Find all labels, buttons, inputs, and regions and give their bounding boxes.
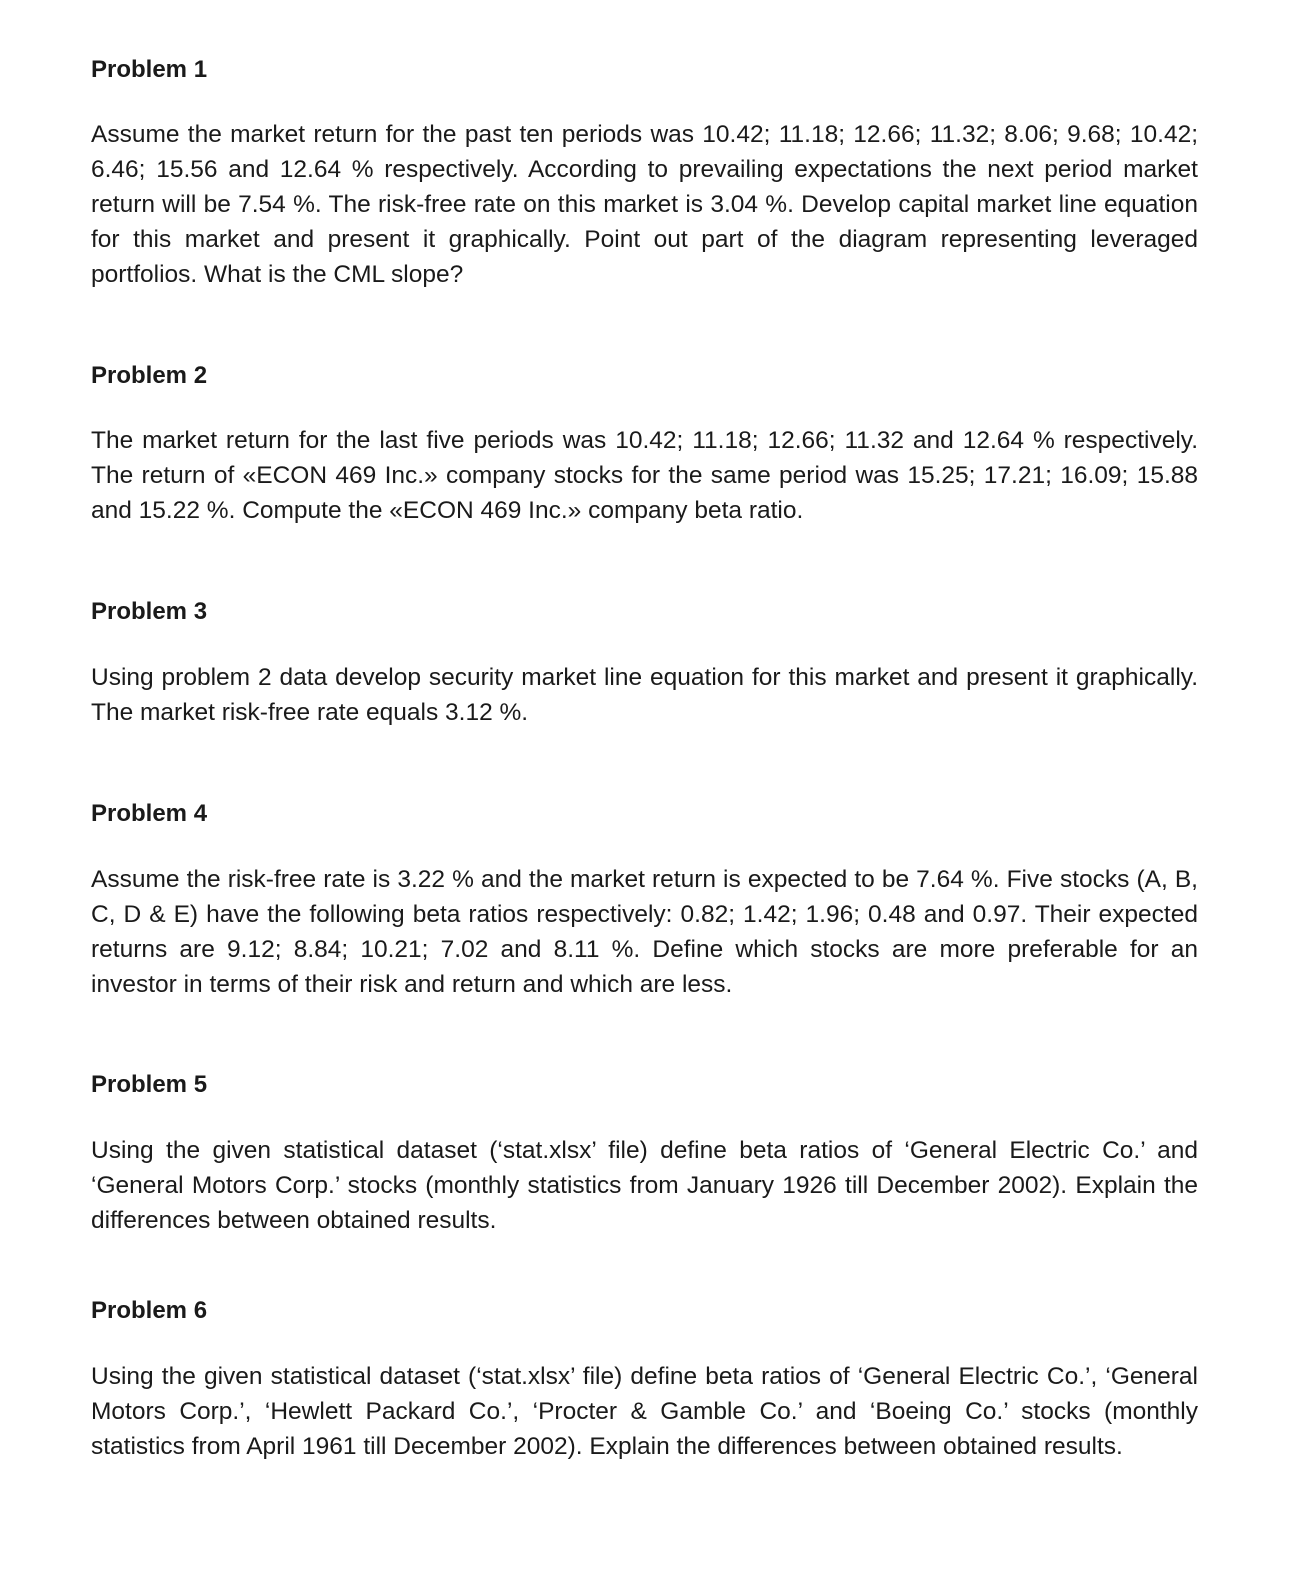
problem-1-title: Problem 1 <box>91 56 208 83</box>
problem-5 <box>91 1070 1198 1238</box>
problem-4 <box>91 799 1198 1002</box>
problem-6-text: Using the given statistical dataset (‘stat.xlsx’ file) define beta ratios of ‘General Electric Co.’, ‘General Motors Corp.’, ‘Hewlett Packard Co.’, ‘Procter & Gamble Co.’ and ‘Boeing Co.’ stocks (monthly statistics from April 1961 till December 2002). Explain the differences between obtained results. <box>91 1363 1198 1460</box>
problem-6 <box>91 1296 1198 1464</box>
problem-3 <box>91 597 1198 730</box>
problem-1 <box>91 55 1198 292</box>
problem-4-text: Assume the risk-free rate is 3.22 % and the market return is expected to be 7.64 %. Five stocks (A, B, C, D & E) have the following beta ratios respectively: 0.82; 1.42; 1.96; 0.48 and 0.97. Their expected returns are 9.12; 8.84; 10.21; 7.02 and 8.11 %. Define which stocks are more preferable for an investor in terms of their risk and return and which are less. <box>91 866 1198 998</box>
problem-3-title: Problem 3 <box>91 598 208 625</box>
problem-4-title: Problem 4 <box>91 800 208 827</box>
problem-3-text: Using problem 2 data develop security market line equation for this market and present it graphically. The market risk-free rate equals 3.12 %. <box>91 664 1198 726</box>
problem-5-text: Using the given statistical dataset (‘stat.xlsx’ file) define beta ratios of ‘General Electric Co.’ and ‘General Motors Corp.’ stocks (monthly statistics from January 1926 till December 2002). Explain the differences between obtained results. <box>91 1137 1198 1234</box>
problem-2-text: The market return for the last five periods was 10.42; 11.18; 12.66; 11.32 and 12.64 % respectively. The return of «ECON 469 Inc.» company stocks for the same period was 15.25; 17.21; 16.09; 15.88 and 15.22 %. Compute the «ECON 469 Inc.» company beta ratio. <box>91 427 1198 524</box>
problem-5-title: Problem 5 <box>91 1071 208 1098</box>
problem-2-title: Problem 2 <box>91 362 208 389</box>
problem-6-title: Problem 6 <box>91 1297 208 1324</box>
problem-1-text: Assume the market return for the past ten periods was 10.42; 11.18; 12.66; 11.32; 8.06; 9.68; 10.42; 6.46; 15.56 and 12.64 % respectively. According to prevailing expectations the next period market return will be 7.54 %. The risk-free rate on this market is 3.04 %. Develop capital market line equation for this market and present it graphically. Point out part of the diagram representing leveraged portfolios. What is the CML slope? <box>91 121 1198 288</box>
problem-2 <box>91 361 1198 528</box>
